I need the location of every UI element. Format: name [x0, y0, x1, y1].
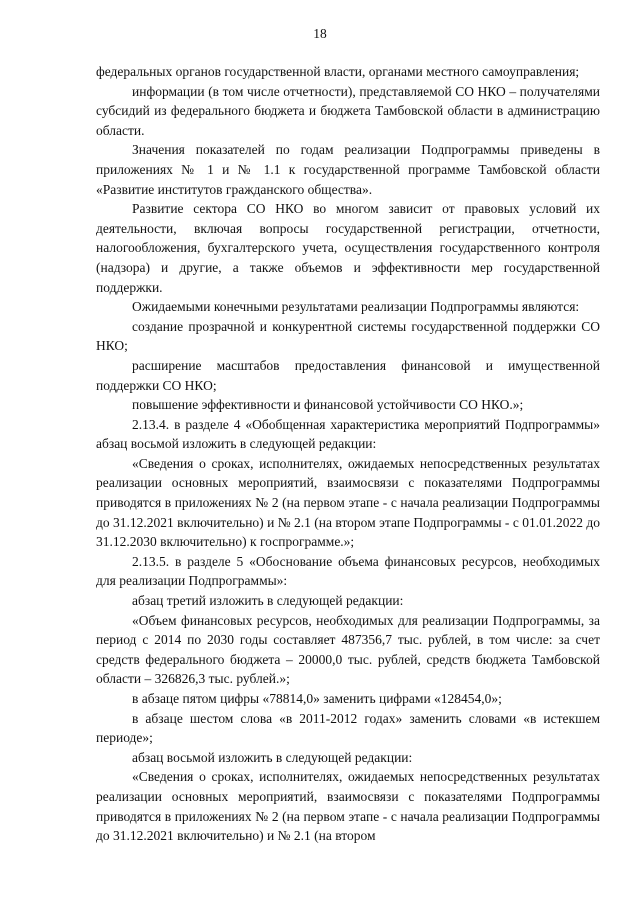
- paragraph: абзац восьмой изложить в следующей редакции:: [132, 749, 413, 765]
- paragraph: в абзаце пятом цифры «78814,0» заменить цифрами «128454,0»;: [132, 691, 502, 706]
- paragraph: Ожидаемыми конечными результатами реализации Подпрограммы являются:: [132, 299, 580, 315]
- paragraph: «Объем финансовых ресурсов, необходимых для реализации Подпрограммы, за период с 2014 по 2030 годы составляет 487356,7 тыс. рублей, в том числе: за счет средств федерального бюджета – 20000,0 тыс. рублей, средств бюджета Тамбовской области – 326826,3 тыс. рублей.»;: [96, 612, 600, 687]
- paragraph: повышение эффективности и финансовой устойчивости СО НКО.»;: [132, 397, 524, 413]
- paragraph: Развитие сектора СО НКО во многом зависит от правовых условий их деятельности, включая вопросы государственной регистрации, отчетности, налогообложения, бухгалтерского учета, осуществления государственного контроля (надзора) и другие, а также объемов и эффективности мер государственной поддержки.: [96, 201, 600, 295]
- page-number: 18: [313, 26, 327, 41]
- body-text: [96, 62, 600, 846]
- paragraph: информации (в том числе отчетности), представляемой СО НКО – получателями субсидий из федерального бюджета и бюджета Тамбовской области в администрацию области.: [96, 83, 600, 138]
- paragraph: 2.13.4. в разделе 4 «Обобщенная характеристика мероприятий Подпрограммы» абзац восьмой изложить в следующей редакции:: [96, 416, 600, 452]
- paragraph: «Сведения о сроках, исполнителях, ожидаемых непосредственных результатах реализации основных мероприятий, взаимосвязи с показателями Подпрограммы приводятся в приложениях № 2 (на первом этапе - с начала реализации Подпрограммы до 31.12.2021 включительно) и № 2.1 (на втором этапе Подпрограммы - с 01.01.2022 до 31.12.2030 включительно) к госпрограмме.»;: [96, 455, 600, 550]
- paragraph: Значения показателей по годам реализации Подпрограммы приведены в приложениях № 1 и № 1.1 к государственной программе Тамбовской области «Развитие институтов гражданского общества».: [96, 142, 600, 197]
- paragraph: расширение масштабов предоставления финансовой и имущественной поддержки СО НКО;: [96, 357, 600, 393]
- paragraph: «Сведения о сроках, исполнителях, ожидаемых непосредственных результатах реализации основных мероприятий, взаимосвязи с показателями Подпрограммы приводятся в приложениях № 2 (на первом этапе - с начала реализации Подпрограммы до 31.12.2021 включительно) и № 2.1 (на втором: [96, 769, 600, 844]
- paragraph: абзац третий изложить в следующей редакции:: [132, 593, 404, 609]
- paragraph: 2.13.5. в разделе 5 «Обоснование объема финансовых ресурсов, необходимых для реализации Подпрограммы»:: [96, 553, 600, 589]
- paragraph: федеральных органов государственной власти, органами местного самоуправления;: [96, 64, 580, 79]
- paragraph: в абзаце шестом слова «в 2011-2012 годах» заменить словами «в истекшем периоде»;: [96, 710, 600, 746]
- paragraph: создание прозрачной и конкурентной системы государственной поддержки СО НКО;: [96, 318, 600, 354]
